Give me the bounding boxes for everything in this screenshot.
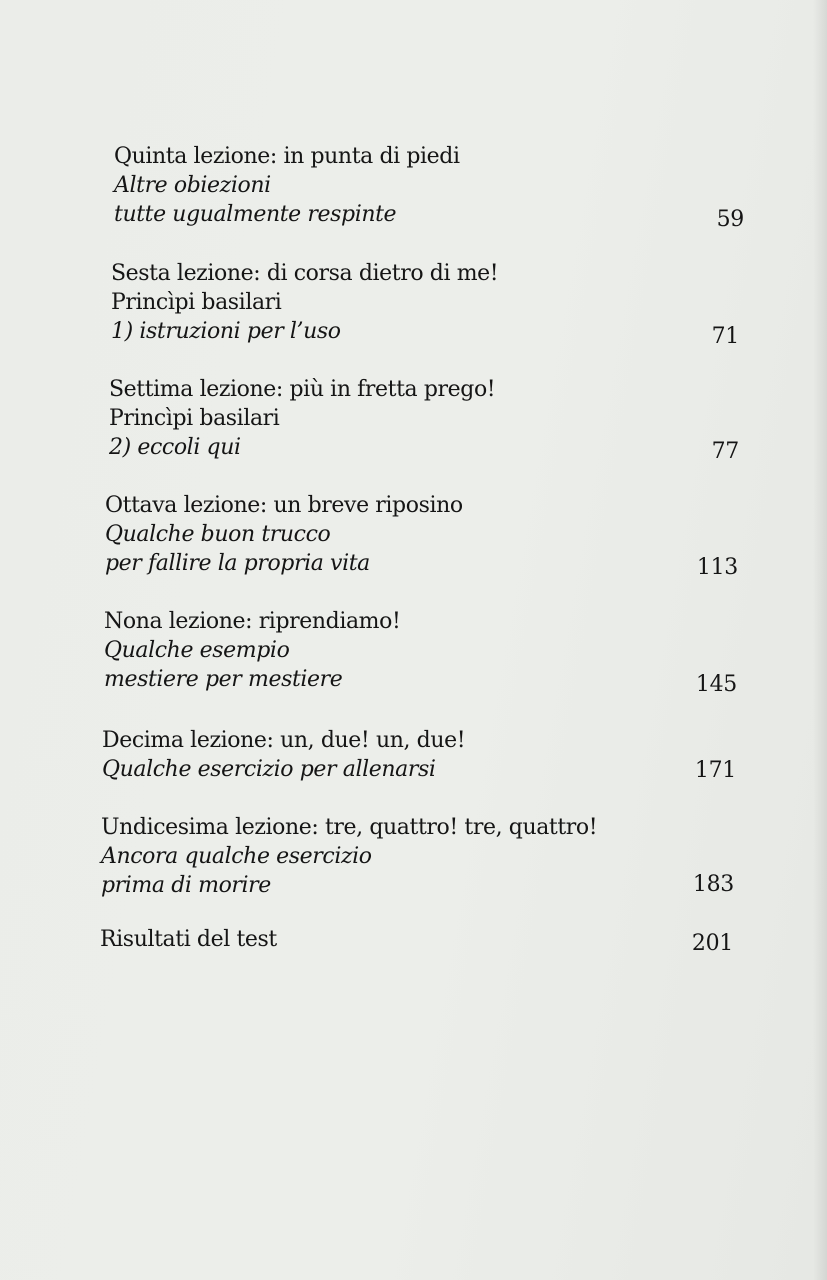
toc-page-number: 171 — [694, 758, 736, 783]
toc-entry-title: Sesta lezione: di corsa dietro di me! — [111, 261, 499, 286]
toc-entry-subtitle: Qualche buon trucco — [105, 522, 331, 547]
toc-entry-subtitle: Princìpi basilari — [111, 290, 282, 315]
toc-page-number: 201 — [691, 931, 733, 956]
toc-page-number: 113 — [696, 555, 738, 580]
toc-entry — [109, 375, 495, 462]
toc-entry — [111, 259, 498, 346]
toc-page-number: 71 — [711, 324, 739, 349]
toc-entry-title: Ottava lezione: un breve riposino — [105, 493, 463, 518]
toc-entry-title: Settima lezione: più in fretta prego! — [109, 377, 496, 402]
toc-entry — [102, 726, 465, 784]
toc-entry — [101, 813, 597, 900]
toc-entry-subtitle: prima di morire — [101, 873, 271, 898]
toc-page-number: 77 — [711, 439, 739, 464]
toc-entry — [100, 925, 277, 954]
toc-entry-title: Risultati del test — [100, 927, 277, 952]
toc-entry-subtitle: Qualche esercizio per allenarsi — [102, 757, 436, 782]
toc-entry — [114, 142, 460, 229]
toc-entry-subtitle: mestiere per mestiere — [104, 667, 343, 692]
toc-entry — [104, 607, 400, 694]
toc-entry-subtitle: Ancora qualche esercizio — [101, 844, 372, 869]
toc-entry-subtitle: tutte ugualmente respinte — [114, 202, 397, 227]
toc-entry-subtitle: Princìpi basilari — [109, 406, 280, 431]
toc-page-number: 145 — [695, 672, 737, 697]
toc-page-number: 59 — [716, 207, 744, 232]
toc-entry-title: Decima lezione: un, due! un, due! — [102, 728, 466, 753]
toc-entry-title: Quinta lezione: in punta di piedi — [114, 144, 460, 169]
toc-entry-subtitle: per fallire la propria vita — [105, 551, 370, 576]
toc-entry-title: Nona lezione: riprendiamo! — [104, 609, 401, 634]
toc-entry — [105, 491, 463, 578]
toc-entry-subtitle: Altre obiezioni — [114, 173, 271, 198]
toc-entry-subtitle: 2) eccoli qui — [109, 435, 241, 460]
toc-entry-title: Undicesima lezione: tre, quattro! tre, quattro! — [101, 815, 598, 840]
toc-entry-subtitle: 1) istruzioni per l’uso — [111, 319, 341, 344]
toc-page-number: 183 — [692, 872, 734, 897]
page-edge-shadow — [813, 0, 827, 1280]
toc-entry-subtitle: Qualche esempio — [104, 638, 290, 663]
